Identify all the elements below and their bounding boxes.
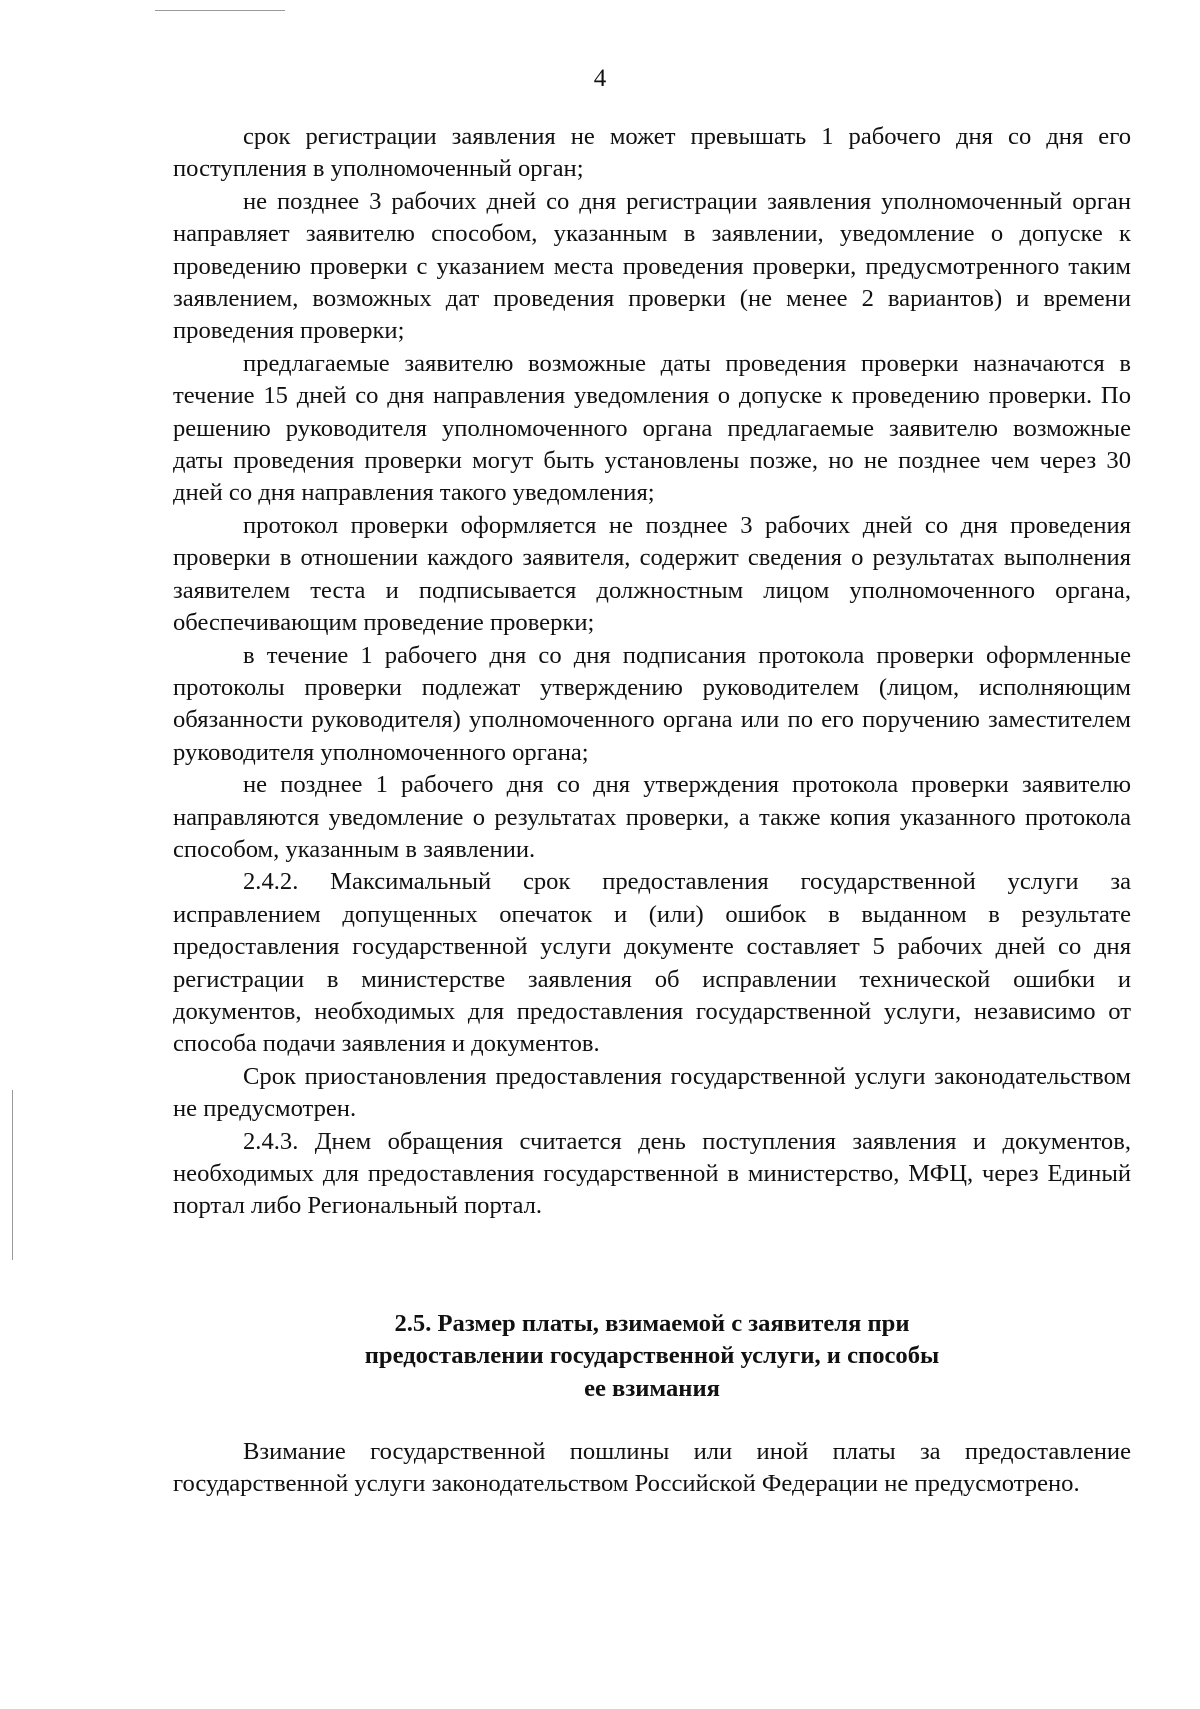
body-text (173, 121, 1131, 1223)
page-number: 4 (593, 65, 607, 92)
paragraph-2-4-3: 2.4.3. Днем обращения считается день поступления заявления и документов, необходимых для предоставления государственной в министерство, МФЦ, через Единый портал либо Региональный портал. (173, 1127, 1131, 1220)
paragraph-suspension: Срок приостановления предоставления государственной услуги законодательством не предусмотрен. (173, 1062, 1131, 1123)
paragraph-protocol-approval: в течение 1 рабочего дня со дня подписания протокола проверки оформленные протоколы проверки подлежат утверждению руководителем (лицом, исполняющим обязанности руководителя) уполномоченного органа или по его поручению заместителем руководителя уполномоченного органа; (173, 641, 1131, 766)
paragraph-check-protocol: протокол проверки оформляется не позднее 3 рабочих дней со дня проведения проверки в отношении каждого заявителя, содержит сведения о результатах выполнения заявителем теста и подписывается должностным лицом уполномоченного органа, обеспечивающим проведение проверки; (173, 511, 1131, 637)
scan-artifact-left-edge (12, 1090, 13, 1260)
heading-line-2: предоставлении государственной услуги, и способы (364, 1342, 940, 1370)
paragraph-results-notice: не позднее 1 рабочего дня со дня утверждения протокола проверки заявителю направляются уведомление о результатах проверки, а также копия указанного протокола способом, указанным в заявлении. (173, 771, 1131, 863)
paragraph-check-dates: предлагаемые заявителю возможные даты проведения проверки назначаются в течение 15 дней со дня направления уведомления о допуске к проведению проверки. По решению руководителя уполномоченного органа предлагаемые заявителю возможные даты проведения проверки могут быть установлены позже, но не позднее чем через 30 дней со дня направления такого уведомления; (173, 349, 1131, 507)
paragraph-registration-term: срок регистрации заявления не может превышать 1 рабочего дня со дня его поступления в уполномоченный орган; (173, 123, 1131, 183)
heading-line-3: ее взимания (584, 1374, 720, 1402)
heading-line-1: 2.5. Размер платы, взимаемой с заявителя при (394, 1310, 910, 1337)
paragraph-fee: Взимание государственной пошлины или иной платы за предоставление государственной услуги законодательством Российской Федерации не предусмотрено. (173, 1438, 1131, 1498)
paragraph-notification: не позднее 3 рабочих дней со дня регистрации заявления уполномоченный орган направляет заявителю способом, указанным в заявлении, уведомление о допуске к проведению проверки с указанием места проведения проверки, предусмотренного таким заявлением, возможных дат проведения проверки (не менее 2 вариантов) и времени проведения проверки; (173, 187, 1131, 345)
scan-artifact-top-line (155, 10, 285, 11)
fee-section-text (173, 1436, 1131, 1501)
section-heading-2-5 (173, 1308, 1131, 1405)
paragraph-2-4-2: 2.4.2. Максимальный срок предоставления государственной услуги за исправлением допущенных опечаток и (или) ошибок в выданном в результате предоставления государственной услуги документе составляет 5 рабочих дней со дня регистрации в министерстве заявления об исправлении технической ошибки и документов, необходимых для предоставления государственной услуги, независимо от способа подачи заявления и документов. (173, 868, 1131, 1058)
